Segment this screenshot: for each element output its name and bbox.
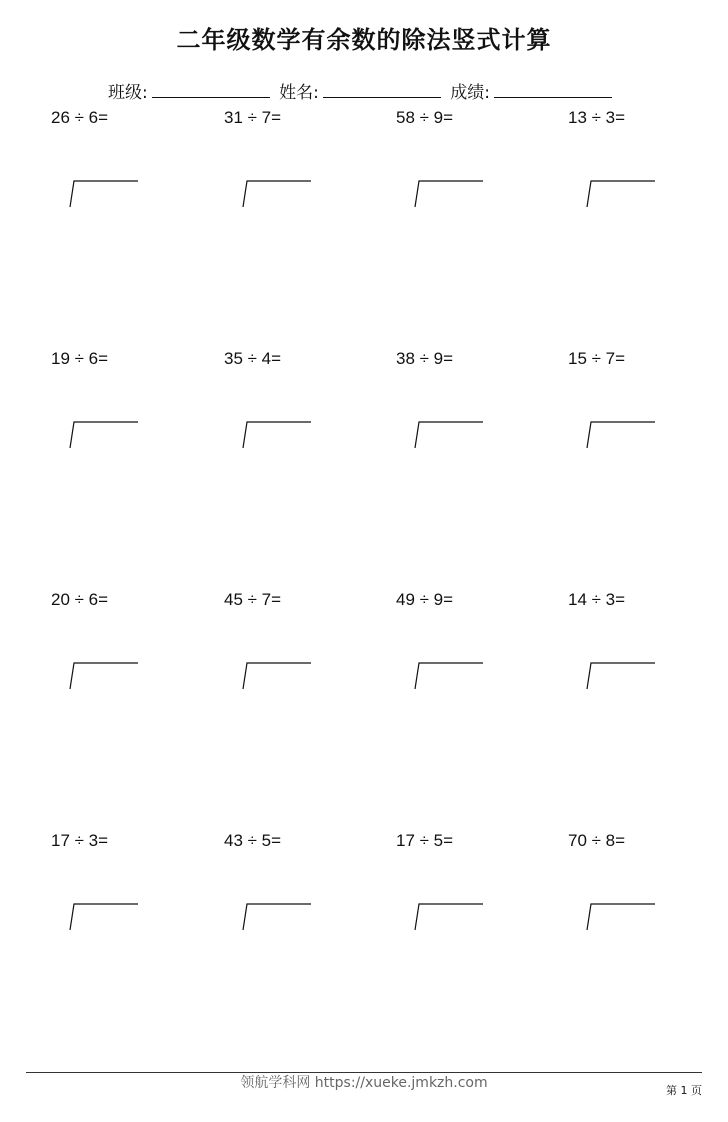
footer-source: 领航学科网 https://xueke.jmkzh.com bbox=[240, 1075, 488, 1091]
division-problem: 14 ÷ 3= bbox=[568, 590, 626, 609]
long-division-bracket[interactable] bbox=[413, 903, 485, 933]
division-problem: 15 ÷ 7= bbox=[568, 349, 626, 368]
name-label: 姓名: bbox=[279, 83, 319, 103]
long-division-bracket[interactable] bbox=[413, 421, 485, 451]
long-division-bracket[interactable] bbox=[68, 662, 140, 692]
division-problem: 17 ÷ 3= bbox=[51, 831, 109, 850]
division-problem: 38 ÷ 9= bbox=[396, 349, 454, 368]
division-problem: 19 ÷ 6= bbox=[51, 349, 109, 368]
division-problem: 17 ÷ 5= bbox=[396, 831, 454, 850]
division-problem: 70 ÷ 8= bbox=[568, 831, 626, 850]
student-info-line bbox=[108, 78, 616, 103]
division-problem: 43 ÷ 5= bbox=[224, 831, 282, 850]
long-division-bracket[interactable] bbox=[68, 421, 140, 451]
division-problem: 31 ÷ 7= bbox=[224, 108, 282, 127]
long-division-bracket[interactable] bbox=[585, 903, 657, 933]
page-number: 第 1 页 bbox=[666, 1084, 702, 1097]
class-label: 班级: bbox=[108, 83, 148, 103]
long-division-bracket[interactable] bbox=[413, 180, 485, 210]
long-division-bracket[interactable] bbox=[413, 662, 485, 692]
division-problem: 13 ÷ 3= bbox=[568, 108, 626, 127]
long-division-bracket[interactable] bbox=[241, 180, 313, 210]
page-title: 二年级数学有余数的除法竖式计算 bbox=[176, 26, 552, 54]
long-division-bracket[interactable] bbox=[585, 421, 657, 451]
division-problem: 20 ÷ 6= bbox=[51, 590, 109, 609]
long-division-bracket[interactable] bbox=[585, 180, 657, 210]
long-division-bracket[interactable] bbox=[241, 421, 313, 451]
division-problem: 58 ÷ 9= bbox=[396, 108, 454, 127]
division-problem: 26 ÷ 6= bbox=[51, 108, 109, 127]
long-division-bracket[interactable] bbox=[241, 903, 313, 933]
long-division-bracket[interactable] bbox=[68, 180, 140, 210]
long-division-bracket[interactable] bbox=[585, 662, 657, 692]
score-label: 成绩: bbox=[450, 83, 491, 103]
long-division-bracket[interactable] bbox=[241, 662, 313, 692]
division-problem: 35 ÷ 4= bbox=[224, 349, 282, 368]
long-division-bracket[interactable] bbox=[68, 903, 140, 933]
name-blank[interactable] bbox=[323, 83, 441, 98]
division-problem: 45 ÷ 7= bbox=[224, 590, 282, 609]
score-blank[interactable] bbox=[494, 83, 612, 98]
division-problem: 49 ÷ 9= bbox=[396, 590, 454, 609]
class-blank[interactable] bbox=[152, 83, 270, 98]
